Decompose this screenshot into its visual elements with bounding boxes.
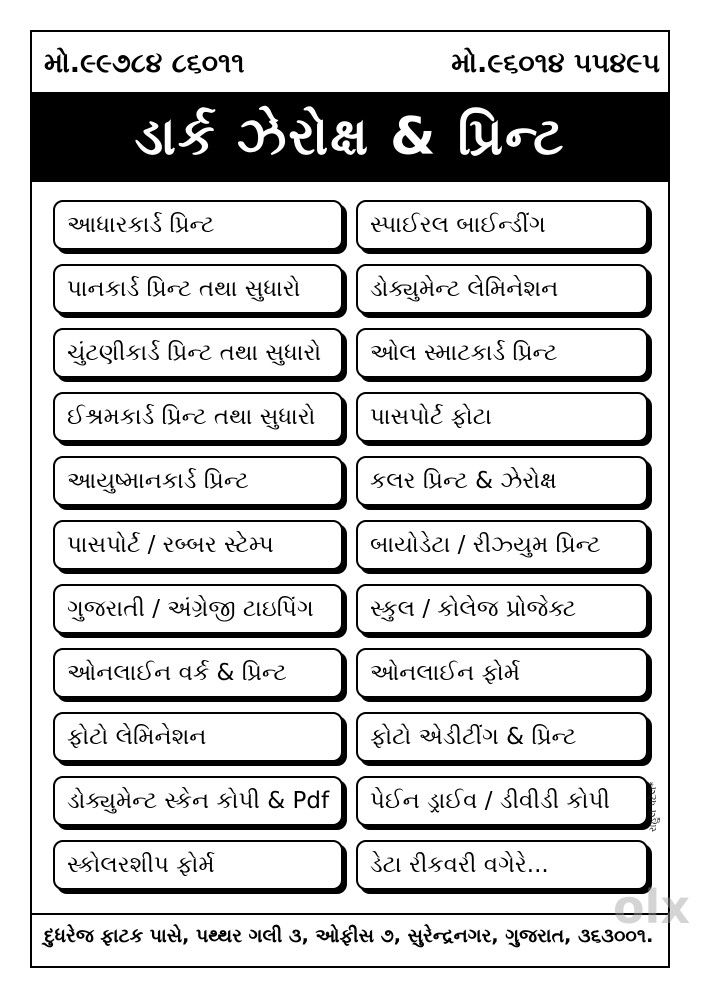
service-left-4: ઈશ્રમકાર્ડ પ્રિન્ટ તથા સુધારો [53, 392, 343, 442]
phone-number-left: મો.૯૯૭૮૪ ૮૬૦૧૧ [44, 48, 245, 79]
service-left-6: પાસપોર્ટ / રબ્બર સ્ટેમ્પ [53, 520, 343, 570]
service-right-6: બાયોડેટા / રીઝ્યુમ પ્રિન્ટ [356, 520, 648, 570]
service-right-9: ફોટો એડીટીંગ & પ્રિન્ટ [356, 712, 648, 762]
shop-title: ડાર્ક ઝેરોક્ષ & પ્રિન્ટ [134, 106, 566, 167]
service-right-11: ડેટા રીકવરી વગેરે... [356, 840, 648, 890]
service-right-4: પાસપોર્ટ ફોટા [356, 392, 648, 442]
service-right-10: પેઈન ડ્રાઈવ / ડીવીડી કોપી [356, 776, 648, 826]
service-left-2: પાનકાર્ડ પ્રિન્ટ તથા સુધારો [53, 264, 343, 314]
service-right-8: ઓનલાઈન ફોર્મ [356, 648, 648, 698]
footer-divider [32, 913, 668, 915]
service-right-7: સ્કુલ / કોલેજ પ્રોજેક્ટ [356, 584, 648, 634]
shop-address: દુધરેજ ફાટક પાસે, પથ્થર ગલી ૩, ઓફીસ ૭, સુરેન્દ્રનગર, ગુજરાત, ૩૬૩૦૦૧. [44, 925, 654, 947]
artist-signature: રાહુલ પટેલ* [648, 781, 659, 832]
service-left-7: ગુજરાતી / અંગ્રેજી ટાઇપિંગ [53, 584, 343, 634]
service-left-9: ફોટો લેમિનેશન [53, 712, 343, 762]
service-left-10: ડોક્યુમેન્ટ સ્કેન કોપી & Pdf [53, 776, 343, 826]
olx-watermark: olx [612, 880, 690, 934]
service-left-1: આધારકાર્ડ પ્રિન્ટ [53, 200, 343, 250]
service-left-5: આયુષ્માનકાર્ડ પ્રિન્ટ [53, 456, 343, 506]
service-left-8: ઓનલાઈન વર્ક & પ્રિન્ટ [53, 648, 343, 698]
service-left-11: સ્કોલરશીપ ફોર્મ [53, 840, 343, 890]
service-right-5: કલર પ્રિન્ટ & ઝેરોક્ષ [356, 456, 648, 506]
phone-number-right: મો.૯૬૦૧૪ ૫૫૪૯૫ [451, 48, 660, 79]
title-banner [32, 92, 668, 182]
service-right-2: ડોક્યુમેન્ટ લેમિનેશન [356, 264, 648, 314]
service-left-3: ચુંટણીકાર્ડ પ્રિન્ટ તથા સુધારો [53, 328, 343, 378]
service-right-1: સ્પાઈરલ બાઈન્ડીંગ [356, 200, 648, 250]
service-right-3: ઓલ સ્માટકાર્ડ પ્રિન્ટ [356, 328, 648, 378]
